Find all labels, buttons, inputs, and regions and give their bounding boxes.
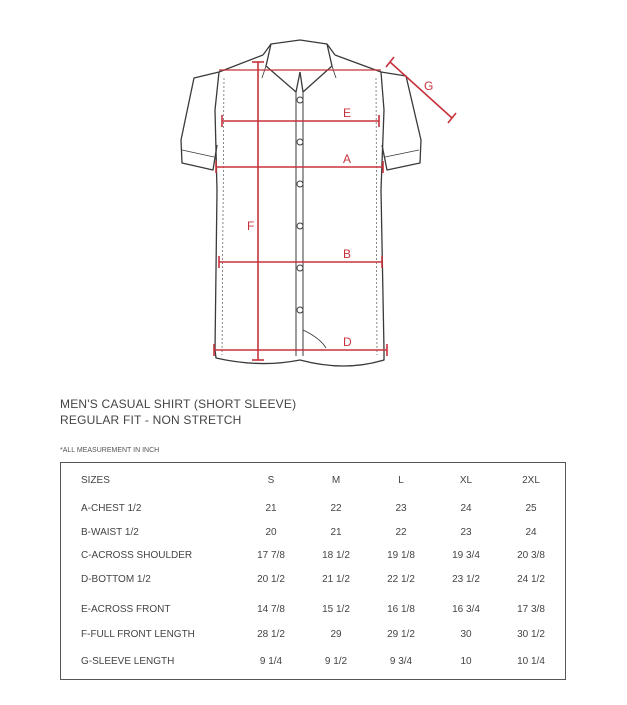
- row-value: 16 3/4: [452, 604, 480, 615]
- row-value: 18 1/2: [322, 550, 350, 561]
- product-title: MEN'S CASUAL SHIRT (SHORT SLEEVE): [60, 397, 297, 411]
- row-value: 19 1/8: [387, 550, 415, 561]
- row-value: 24: [460, 503, 472, 514]
- row-value: 24: [525, 527, 537, 538]
- product-fit: REGULAR FIT - NON STRETCH: [60, 413, 242, 427]
- row-value: 20 1/2: [257, 574, 285, 585]
- row-label: E-ACROSS FRONT: [81, 604, 171, 615]
- row-value: 20 3/8: [517, 550, 545, 561]
- row-value: 29 1/2: [387, 629, 415, 640]
- row-value: 21: [330, 527, 342, 538]
- measurement-labels: [247, 79, 433, 349]
- row-label: D-BOTTOM 1/2: [81, 574, 151, 585]
- row-value: 30: [460, 629, 472, 640]
- row-label: C-ACROSS SHOULDER: [81, 550, 193, 561]
- row-value: 21 1/2: [322, 574, 350, 585]
- size-chart-table: [60, 462, 566, 680]
- header-size: M: [331, 475, 341, 486]
- row-value: 30 1/2: [517, 629, 545, 640]
- shirt-buttons: [297, 97, 303, 313]
- row-value: 14 7/8: [257, 604, 285, 615]
- header-size: S: [267, 475, 275, 486]
- shirt-outline: [181, 40, 421, 366]
- measurement-lines: [214, 57, 456, 360]
- row-value: 25: [525, 503, 537, 514]
- row-value: 9 3/4: [389, 656, 413, 667]
- row-value: 19 3/4: [452, 550, 480, 561]
- row-value: 22 1/2: [387, 574, 415, 585]
- row-label: B-WAIST 1/2: [81, 527, 139, 538]
- label-g: G: [424, 79, 434, 93]
- row-value: 23: [460, 527, 472, 538]
- header-size: 2XL: [522, 475, 540, 486]
- label-e: E: [343, 106, 352, 120]
- row-value: 21: [265, 503, 277, 514]
- row-value: 28 1/2: [257, 629, 285, 640]
- row-value: 10 1/4: [517, 656, 545, 667]
- row-value: 9 1/2: [324, 656, 348, 667]
- row-value: 9 1/4: [259, 656, 283, 667]
- row-value: 22: [330, 503, 342, 514]
- row-label: G-SLEEVE LENGTH: [81, 656, 175, 667]
- header-size: XL: [459, 475, 473, 486]
- label-a: A: [343, 152, 352, 166]
- row-label: A-CHEST 1/2: [81, 503, 142, 514]
- row-value: 29: [330, 629, 342, 640]
- row-value: 17 7/8: [257, 550, 285, 561]
- row-value: 16 1/8: [387, 604, 415, 615]
- row-value: 24 1/2: [517, 574, 545, 585]
- header-sizes-label: SIZES: [81, 475, 110, 486]
- row-value: 20: [265, 527, 277, 538]
- row-label: F-FULL FRONT LENGTH: [81, 629, 195, 640]
- label-b: B: [343, 247, 352, 261]
- row-value: 15 1/2: [322, 604, 350, 615]
- label-f: F: [247, 219, 255, 233]
- row-value: 23: [395, 503, 407, 514]
- row-value: 10: [460, 656, 472, 667]
- label-d: D: [343, 335, 352, 349]
- header-size: L: [398, 475, 404, 486]
- row-value: 17 3/8: [517, 604, 545, 615]
- row-value: 22: [395, 527, 407, 538]
- measurement-note: *ALL MEASUREMENT IN INCH: [60, 447, 160, 454]
- row-value: 23 1/2: [452, 574, 480, 585]
